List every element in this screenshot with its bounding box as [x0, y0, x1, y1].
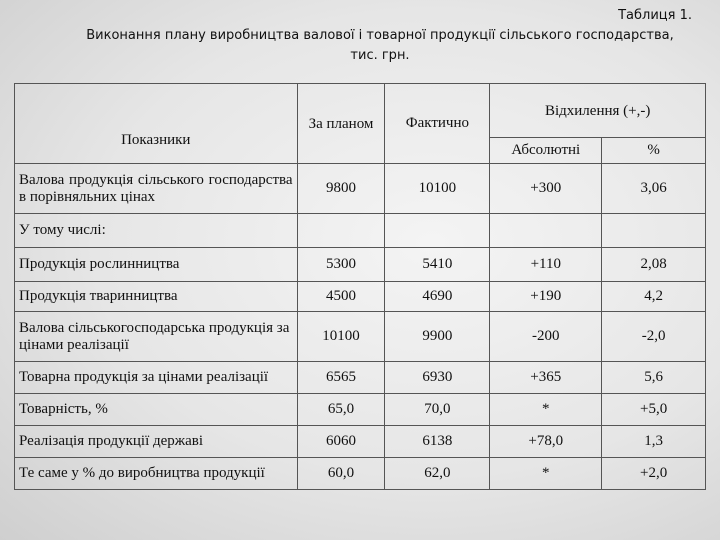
row-pct: 3,06 — [602, 164, 706, 214]
header-indicators: Показники — [15, 84, 298, 164]
row-pct: 5,6 — [602, 362, 706, 394]
row-abs: +365 — [490, 362, 602, 394]
table-row — [15, 458, 706, 490]
row-pct: 2,08 — [602, 248, 706, 282]
row-abs — [490, 214, 602, 248]
row-actual: 6930 — [385, 362, 490, 394]
row-actual: 4690 — [385, 282, 490, 312]
table-row — [15, 362, 706, 394]
row-label: У тому числі: — [15, 214, 298, 248]
row-actual: 70,0 — [385, 394, 490, 426]
row-abs: * — [490, 394, 602, 426]
row-pct: +2,0 — [602, 458, 706, 490]
row-abs: +190 — [490, 282, 602, 312]
table-number: Таблиця 1. — [618, 8, 692, 23]
row-pct — [602, 214, 706, 248]
row-abs: +78,0 — [490, 426, 602, 458]
row-label: Реалізація продукції державі — [15, 426, 298, 458]
row-plan: 6060 — [297, 426, 385, 458]
header-absolute: Абсолютні — [490, 138, 602, 164]
table-row — [15, 426, 706, 458]
table-row — [15, 248, 706, 282]
table-row — [15, 282, 706, 312]
row-pct: 1,3 — [602, 426, 706, 458]
header-row — [15, 84, 706, 138]
row-label: Те саме у % до виробництва продукції — [15, 458, 298, 490]
row-plan: 4500 — [297, 282, 385, 312]
header-actual: Фактично — [385, 84, 490, 164]
row-label: Валова продукція сільського господарства в порівняльних цінах — [15, 164, 298, 214]
row-label: Валова сільськогосподарська продукція за цінами реалізації — [15, 312, 298, 362]
header-percent: % — [602, 138, 706, 164]
row-label: Продукція рослинництва — [15, 248, 298, 282]
row-actual: 9900 — [385, 312, 490, 362]
row-plan: 10100 — [297, 312, 385, 362]
row-plan: 60,0 — [297, 458, 385, 490]
table-row — [15, 394, 706, 426]
row-label: Продукція тваринництва — [15, 282, 298, 312]
row-plan: 9800 — [297, 164, 385, 214]
row-label: Товарність, % — [15, 394, 298, 426]
row-abs: +110 — [490, 248, 602, 282]
row-pct: -2,0 — [602, 312, 706, 362]
row-abs: +300 — [490, 164, 602, 214]
header-plan: За планом — [297, 84, 385, 164]
row-actual: 5410 — [385, 248, 490, 282]
row-abs: -200 — [490, 312, 602, 362]
header-deviation: Відхилення (+,-) — [490, 84, 706, 138]
row-plan — [297, 214, 385, 248]
row-plan: 6565 — [297, 362, 385, 394]
row-plan: 5300 — [297, 248, 385, 282]
table-units: тис. грн. — [350, 48, 410, 63]
row-actual — [385, 214, 490, 248]
row-pct: +5,0 — [602, 394, 706, 426]
table-row — [15, 164, 706, 214]
row-actual: 10100 — [385, 164, 490, 214]
row-actual: 62,0 — [385, 458, 490, 490]
table-title: Виконання плану виробництва валової і товарної продукції сільського господарства, — [86, 28, 674, 43]
row-abs: * — [490, 458, 602, 490]
data-table — [14, 83, 706, 490]
row-label: Товарна продукція за цінами реалізації — [15, 362, 298, 394]
row-actual: 6138 — [385, 426, 490, 458]
row-pct: 4,2 — [602, 282, 706, 312]
table-row — [15, 312, 706, 362]
table-row — [15, 214, 706, 248]
row-plan: 65,0 — [297, 394, 385, 426]
table-caption — [0, 6, 720, 66]
